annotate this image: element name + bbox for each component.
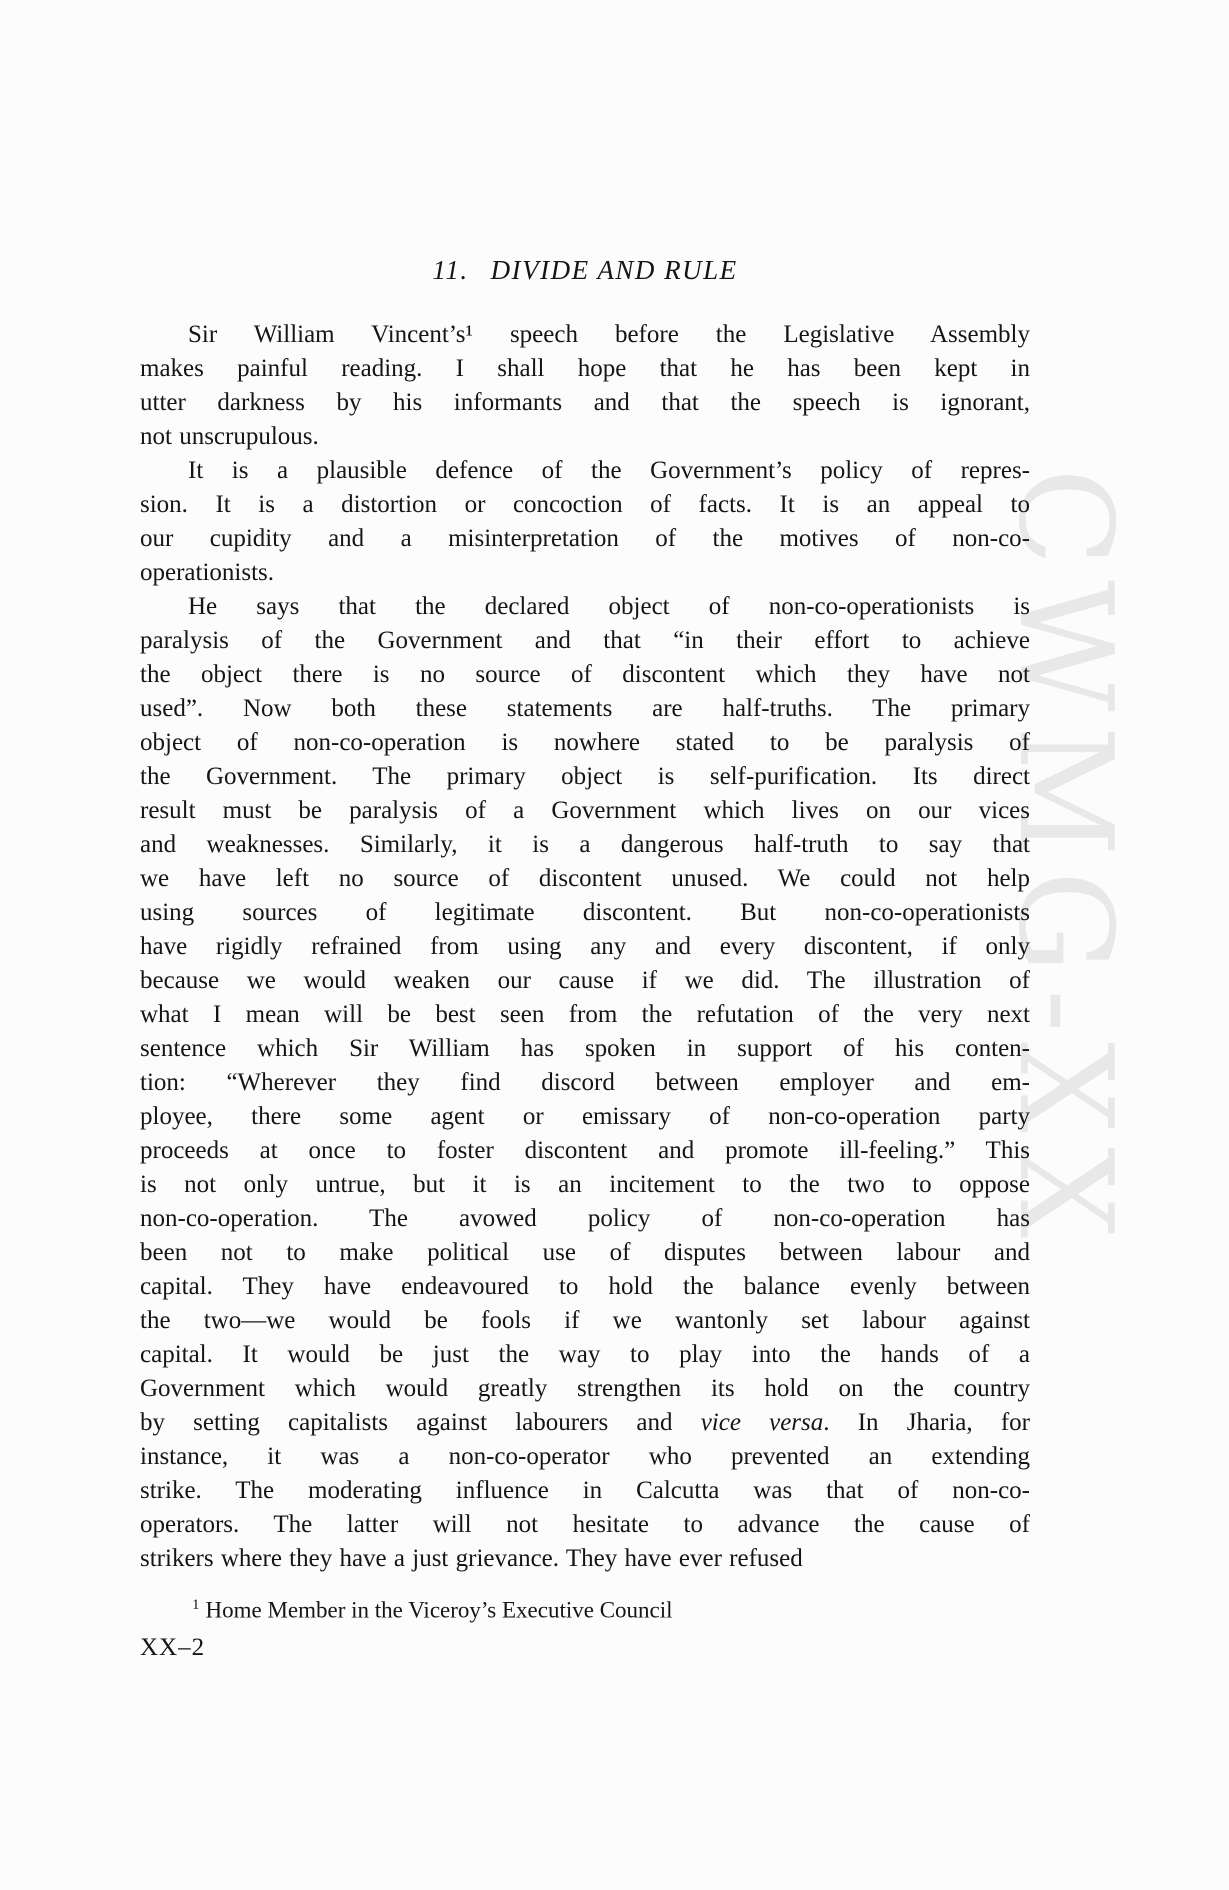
text-line: because we would weaken our cause if we did. The illustration of — [140, 967, 1030, 994]
chapter-title — [140, 252, 1030, 288]
text-line: Sir William Vincent’s¹ speech before the Legislative Assembly — [188, 321, 1030, 348]
paragraph — [140, 318, 1030, 454]
chapter-number: 11. — [432, 255, 469, 285]
text-line: utter darkness by his informants and that the speech is ignorant, — [140, 389, 1030, 416]
text-line: is not only untrue, but it is an incitement to the two to oppose — [140, 1171, 1030, 1198]
text-line: capital. They have endeavoured to hold the balance evenly between — [140, 1273, 1030, 1300]
text-line: what I mean will be best seen from the refutation of the very next — [140, 1001, 1030, 1028]
text-line: been not to make political use of disputes between labour and — [140, 1239, 1030, 1266]
text-line: our cupidity and a misinterpretation of the motives of non-co- — [140, 525, 1030, 552]
text-line: capital. It would be just the way to play into the hands of a — [140, 1341, 1030, 1368]
text-line: and weaknesses. Similarly, it is a dangerous half-truth to say that — [140, 831, 1030, 858]
paragraph — [140, 590, 1030, 1576]
page-content — [140, 252, 1030, 1664]
text-line: not unscrupulous. — [140, 423, 319, 450]
text-line: proceeds at once to foster discontent and promote ill-feeling.” This — [140, 1137, 1030, 1164]
text-line: It is a plausible defence of the Government’s policy of repres- — [188, 457, 1030, 484]
text-line: operators. The latter will not hesitate to advance the cause of — [140, 1511, 1030, 1538]
watermark-text: CWMG-XX — [990, 468, 1139, 1253]
text-line: used”. Now both these statements are half-truths. The primary — [140, 695, 1030, 722]
volume-signature: XX–2 — [140, 1633, 206, 1661]
text-line: sion. It is a distortion or concoction of facts. It is an appeal to — [140, 491, 1030, 518]
text-line: result must be paralysis of a Government which lives on our vices — [140, 797, 1030, 824]
footnote-text: Home Member in the Viceroy’s Executive Council — [205, 1597, 673, 1623]
text-line: He says that the declared object of non-co-operationists is — [188, 593, 1030, 620]
footnote-marker: 1 — [192, 1597, 200, 1613]
text-line: the object there is no source of discontent which they have not — [140, 661, 1030, 688]
text-line: tion: “Wherever they find discord between employer and em- — [140, 1069, 1030, 1096]
text-line: instance, it was a non-co-operator who prevented an extending — [140, 1443, 1030, 1470]
text-line: sentence which Sir William has spoken in support of his conten- — [140, 1035, 1030, 1062]
text-line: have rigidly refrained from using any and every discontent, if only — [140, 933, 1030, 960]
footnote — [140, 1590, 1030, 1626]
text-line: the two—we would be fools if we wantonly set labour against — [140, 1307, 1030, 1334]
text-line: using sources of legitimate discontent. But non-co-operationists — [140, 899, 1030, 926]
text-line: paralysis of the Government and that “in their effort to achieve — [140, 627, 1030, 654]
text-line: non-co-operation. The avowed policy of non-co-operation has — [140, 1205, 1030, 1232]
text-line: ployee, there some agent or emissary of non-co-operation party — [140, 1103, 1030, 1130]
paragraph — [140, 454, 1030, 590]
text-line: the Government. The primary object is self-purification. Its direct — [140, 763, 1030, 790]
text-line: we have left no source of discontent unused. We could not help — [140, 865, 1030, 892]
text-line: strikers where they have a just grievance. They have ever refused — [140, 1545, 803, 1572]
body-text — [140, 318, 1030, 1576]
text-line: makes painful reading. I shall hope that he has been kept in — [140, 355, 1030, 382]
text-line: strike. The moderating influence in Calcutta was that of non-co- — [140, 1477, 1030, 1504]
text-line: Government which would greatly strengthen its hold on the country — [140, 1375, 1030, 1402]
text-line: by setting capitalists against labourers and vice versa. In Jharia, for — [140, 1409, 1030, 1436]
text-line: operationists. — [140, 559, 275, 586]
text-line: object of non-co-operation is nowhere stated to be paralysis of — [140, 729, 1030, 756]
chapter-title-text: DIVIDE AND RULE — [490, 255, 738, 285]
